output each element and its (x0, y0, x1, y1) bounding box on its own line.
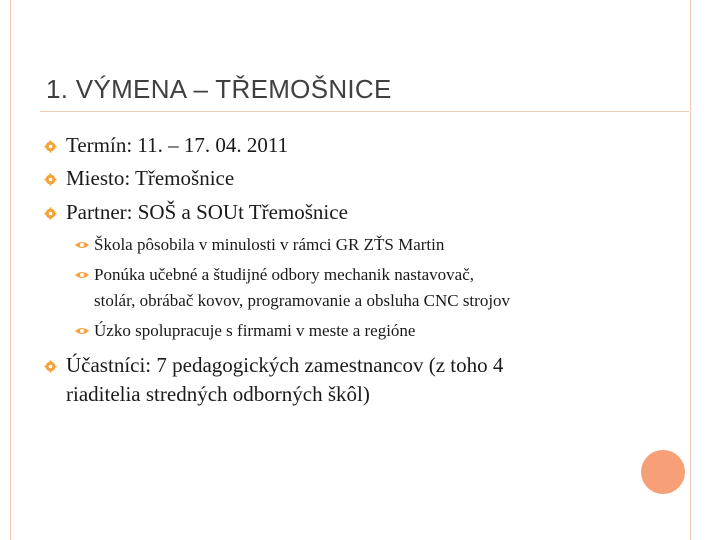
eye-bullet-icon (74, 270, 90, 280)
gear-bullet-icon (44, 207, 57, 220)
bullet-participants-cont: riaditelia stredných odborných škôl) (66, 382, 370, 406)
title-divider (40, 111, 689, 112)
decorative-circle (641, 450, 685, 494)
gear-bullet-icon (44, 140, 57, 153)
gear-bullet-icon (44, 360, 57, 373)
gear-bullet-icon (44, 173, 57, 186)
slide-title: 1. VÝMENA – TŘEMOŠNICE (46, 74, 392, 104)
slide-border-right (690, 0, 691, 540)
eye-bullet-icon (74, 240, 90, 250)
bullet-partner: Partner: SOŠ a SOUt Třemošnice (66, 200, 348, 224)
sub-bullet-programs: Ponúka učebné a študijné odbory mechanik nastavovač, (94, 265, 475, 284)
bullet-place: Miesto: Třemošnice (66, 166, 235, 190)
sub-bullet-programs-cont: stolár, obrábač kovov, programovanie a obsluha CNC strojov (94, 291, 511, 310)
bullet-participants: Účastníci: 7 pedagogických zamestnancov (z toho 4 (66, 353, 504, 377)
sub-bullet-cooperation: Úzko spolupracuje s firmami v meste a regióne (94, 321, 416, 340)
eye-bullet-icon (74, 326, 90, 336)
bullet-term: Termín: 11. – 17. 04. 2011 (66, 133, 289, 157)
sub-bullet-history: Škola pôsobila v minulosti v rámci GR ZŤS Martin (94, 235, 445, 254)
